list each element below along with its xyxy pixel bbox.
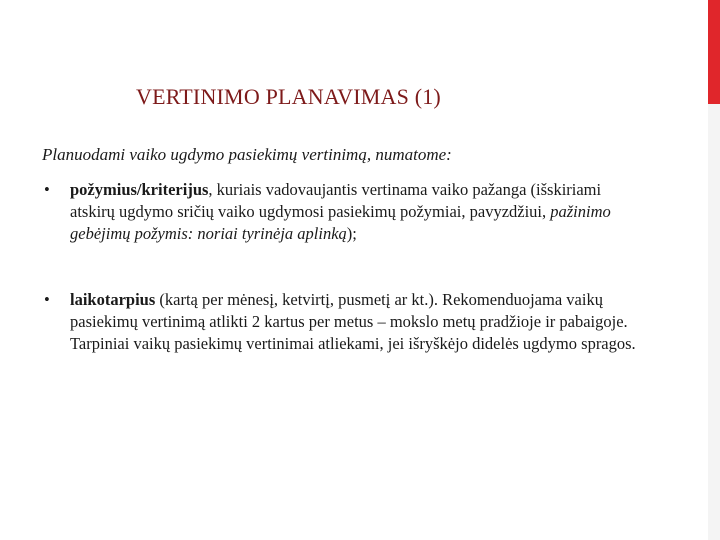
side-strip (708, 104, 720, 540)
bullet-tail: ); (346, 224, 357, 243)
bullet-keyword: požymius/kriterijus (70, 180, 209, 199)
bullet-item-criteria (44, 179, 644, 245)
bullet-example: pažinimo gebėjimų požymis: noriai tyrinėja aplinką (70, 202, 611, 243)
bullet-body: , kuriais vadovaujantis vertinama vaiko pažanga (išskiriami atskirų ugdymo sričių vaiko ugdymosi pasiekimų požymiai, pavyzdžiui, (70, 180, 602, 221)
bullet-dot: • (44, 180, 50, 199)
bullet-dot: • (44, 290, 50, 309)
intro-text: Planuodami vaiko ugdymo pasiekimų vertinimą, numatome: (42, 145, 452, 164)
bullet-text (70, 179, 644, 245)
bullet-keyword: laikotarpius (70, 290, 156, 309)
bullet-item-periods (44, 289, 644, 355)
slide-title: VERTINIMO PLANAVIMAS (1) (136, 84, 441, 109)
bullet-body: (kartą per mėnesį, ketvirtį, pusmetį ar kt.). Rekomenduojama vaikų pasiekimų vertinimą atlikti 2 kartus per metus – mokslo metų pradžioje ir pabaigoje. Tarpiniai vaikų pasiekimų vertinimai atliekami, jei išryškėjo didelės ugdymo spragos. (70, 290, 636, 353)
accent-bar (708, 0, 720, 104)
bullet-text (70, 289, 644, 355)
